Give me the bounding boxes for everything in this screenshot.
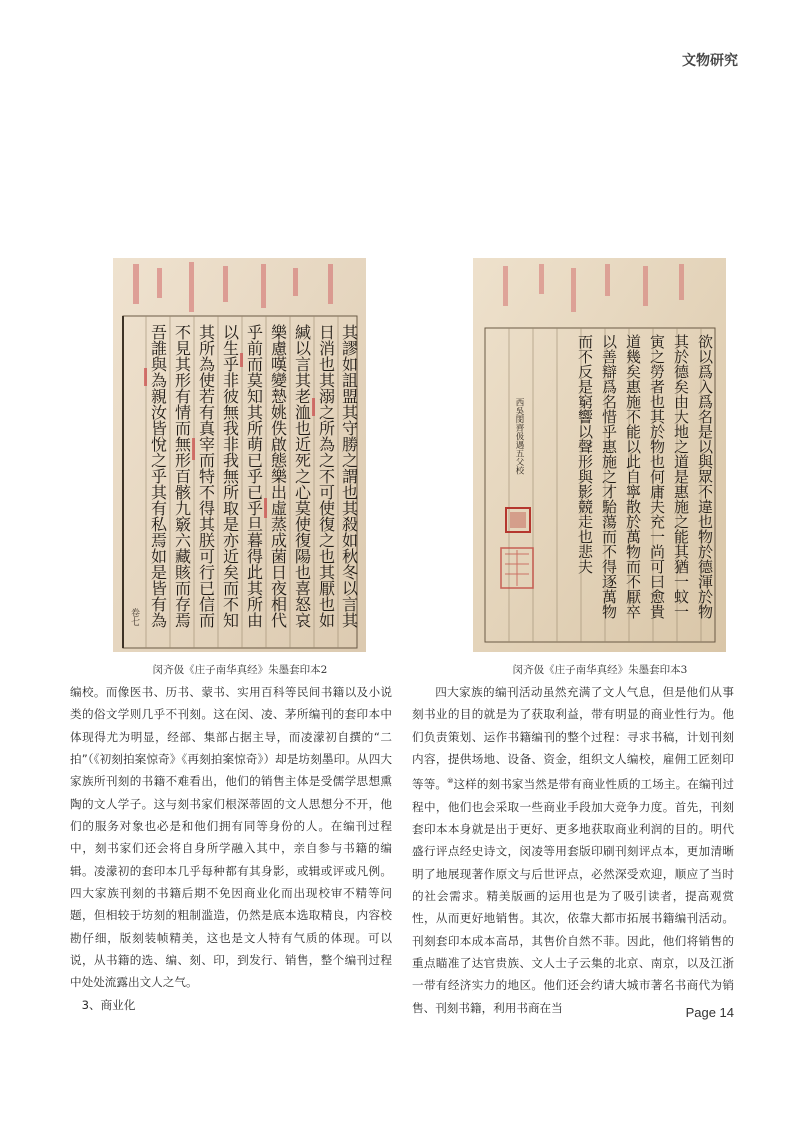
fig1-text-col-8: 不見其形有情而無形百骸九竅六藏賅而存焉 xyxy=(172,324,192,628)
right-text-column xyxy=(412,681,734,1019)
figure-caption-1: 闵齐伋《庄子南华真经》朱墨套印本2 xyxy=(152,664,328,676)
paragraph-text-part-1: 四大家族的编刊活动虽然充满了文人气息，但是他们从事刻书业的目的就是为了获取利益，带有明显的商业性行为。他们负责策划、运作书籍编刊的整个过程：寻求书稿，计划刊刻内容，提供场地、设备、资金，组织文人编校，雇佣工匠刻印等等。 xyxy=(412,685,734,792)
book-page-3-image xyxy=(473,258,726,652)
paragraph-text-part-2: 这样的刻书家当然是带有商业性质的工场主。在编刊过程中，他们也会采取一些商业手段加大竞争力度。首先，刊刻套印本本身就是出于更好、更多地获取商业利润的目的。明代盛行评点经史诗文，闵凌等用套版印刷刊刻评点本，更加清晰明了地展现著作原文与后世评点，必然深受欢迎，顺应了当时的社会需求。精美版画的运用也是为了吸引读者，提高观赏性，从而更好地销售。其次，依靠大都市拓展书籍编刊活动。刊刻套印本成本高昂，其售价自然不菲。因此，他们将销售的重点瞄准了达官贵族、文人士子云集的北京、南京，以及江浙一带有经济实力的地区。他们还会约请大城市著名书商代为销售、刊刻书籍，利用书商在当 xyxy=(412,777,734,1015)
paragraph: 编校。而像医书、历书、蒙书、实用百科等民间书籍以及小说类的俗文学则几乎不刊刻。这在闵、凌、茅所编刊的套印本中体现得尤为明显，经部、集部占据主导，而凌濛初自撰的“二拍”（《初刻拍案惊奇》《再刻拍案惊奇》）却是坊刻墨印。从四大家族所刊刻的书籍不难看出，他们的销售主体是受儒学思想熏陶的文人学子。这与刻书家们根深蒂固的文人思想分不开，他们的服务对象也必是和他们拥有同等身份的人。在编刊过程中，刻书家们还会将自身所学融入其中，亲自参与书籍的编辑。凌濛初的套印本几乎每种都有其身影，或辑或评或凡例。四大家族刊刻的书籍后期不免因商业化而出现校审不精等问题，但相较于坊刻的粗制滥造，仍然是底本选取精良，内容校勘仔细，版刻装帧精美，这也是文人特有气质的体现。可以说，从书籍的选、编、刻、印，到发行、销售，整个编刊过程中处处流露出文人之气。 xyxy=(70,685,392,990)
fig2-text-col-3: 寅之勞者也其於物也何庸夫充一尚可曰愈貴 xyxy=(648,334,666,619)
left-text-column xyxy=(70,681,392,1016)
fig1-text-col-5: 乎前而莫知其所萌已乎已乎旦暮得此其所由 xyxy=(244,324,264,628)
fig2-colophon: 西吳閔齊伋遇五父校 xyxy=(514,398,524,475)
fig2-text-col-6: 而不反是窮響以聲形與影競走也悲夫 xyxy=(576,334,594,574)
fig1-text-col-3: 緘以言其老洫也近死之心莫使復陽也喜怒哀 xyxy=(292,324,312,628)
fig1-text-col-7: 其所為使若有真宰而特不得其朕可行已信而 xyxy=(196,324,216,628)
figure-book-page-2 xyxy=(113,258,366,652)
fig1-text-col-2: 日消也其溺之所為之不可使復之也其厭也如 xyxy=(316,324,336,628)
book-page-2-image xyxy=(113,258,366,652)
figure-caption-2: 闵齐伋《庄子南华真经》朱墨套印本3 xyxy=(512,664,688,676)
fig1-text-col-9: 吾誰與為親汝皆悅之乎其有私焉如是皆有為 xyxy=(148,324,168,628)
page-number: Page 14 xyxy=(685,1005,734,1020)
fig2-text-col-5: 以善辯爲名惜乎惠施之才駘蕩而不得逐萬物 xyxy=(600,334,618,619)
fig1-text-col-6: 以生乎非彼無我非我無所取是亦近矣而不知 xyxy=(220,324,240,628)
fig1-margin-note: 卷七 xyxy=(129,608,139,626)
paragraph xyxy=(412,681,734,1019)
fig1-text-col-4: 樂慮嘆變慹姚佚啟態樂出虛蒸成菌日夜相代 xyxy=(268,324,288,628)
footnote-marker: ⑩ xyxy=(447,777,454,786)
figure-book-page-3 xyxy=(473,258,726,652)
fig2-text-col-4: 道幾矣惠施不能以此自寧散於萬物而不厭卒 xyxy=(624,334,642,619)
subheading-commercialization: 3、商业化 xyxy=(81,997,136,1012)
fig2-text-col-1: 欲以爲入爲名是以與眾不違也物於德渾於物 xyxy=(696,334,714,619)
fig1-text-col-1: 其謬如詛盟其守勝之謂也其殺如秋冬以言其 xyxy=(339,324,359,628)
fig2-text-col-2: 其於德矣由大地之道是惠施之能其猶一蚊一 xyxy=(672,334,690,619)
section-label: 文物研究 xyxy=(682,53,738,69)
